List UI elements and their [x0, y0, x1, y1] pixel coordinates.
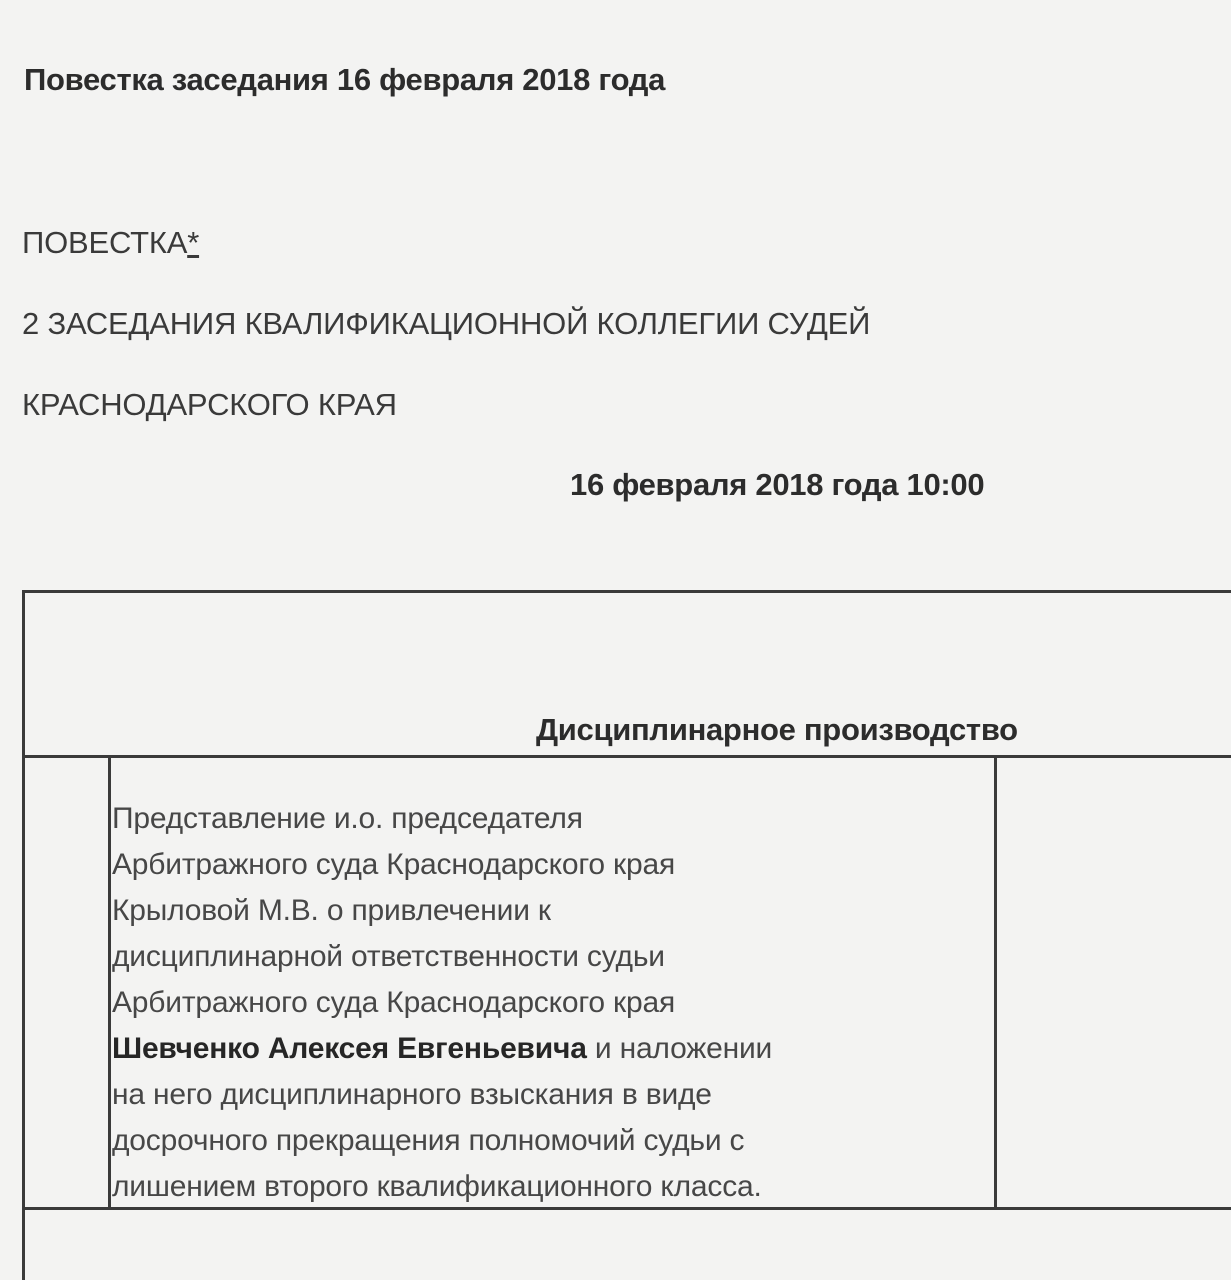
- document-heading: Повестка заседания 16 февраля 2018 года: [24, 62, 666, 97]
- agenda-item-text: [112, 796, 992, 1210]
- table-border-left: [22, 590, 25, 1280]
- item-line: Арбитражного суда Краснодарского края: [112, 986, 675, 1019]
- item-line: на него дисциплинарного взыскания в виде: [112, 1078, 712, 1111]
- item-line: Арбитражного суда Краснодарского края: [112, 848, 675, 881]
- footnote-link[interactable]: *: [187, 225, 200, 260]
- item-line: лишением второго квалификационного класса.: [112, 1170, 762, 1203]
- table-border-top: [22, 590, 1231, 593]
- item-line: [112, 1026, 992, 1072]
- meeting-title-line1: 2 ЗАСЕДАНИЯ КВАЛИФИКАЦИОННОЙ КОЛЛЕГИИ СУДЕЙ: [22, 306, 871, 341]
- item-line: Представление и.о. председателя: [112, 802, 583, 835]
- item-line: досрочного прекращения полномочий судьи с: [112, 1124, 745, 1157]
- item-line: дисциплинарной ответственности судьи: [112, 940, 665, 973]
- table-row-divider: [22, 755, 1231, 758]
- agenda-title: [22, 225, 199, 261]
- item-line-rest: и наложении: [586, 1032, 773, 1065]
- meeting-datetime: 16 февраля 2018 года 10:00: [570, 467, 985, 502]
- judge-name: Шевченко Алексея Евгеньевича: [112, 1032, 587, 1065]
- table-column-divider: [108, 756, 111, 1210]
- meeting-title-line2: КРАСНОДАРСКОГО КРАЯ: [22, 387, 397, 422]
- agenda-word: ПОВЕСТКА: [22, 225, 188, 260]
- item-line: Крыловой М.В. о привлечении к: [112, 894, 551, 927]
- table-column-divider: [994, 756, 997, 1210]
- section-title: Дисциплинарное производство: [536, 712, 1018, 747]
